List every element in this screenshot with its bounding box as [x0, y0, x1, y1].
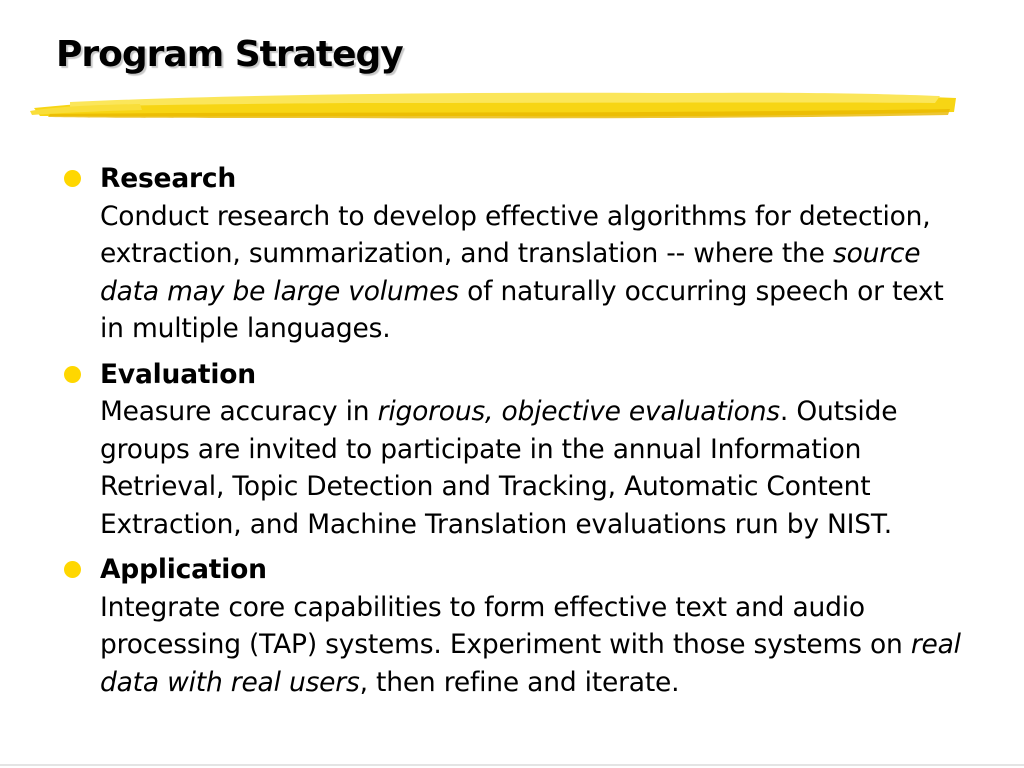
bullet-body-emphasis: real data with real users	[100, 629, 961, 698]
title-underline-brushstroke	[30, 86, 960, 124]
bullet-body-text: Conduct research to develop effective algorithms for detection, extraction, summarization, and translation -- where the	[100, 200, 931, 269]
bullet-heading: Application	[100, 554, 267, 585]
bullet-list	[60, 160, 970, 709]
bullet-body	[100, 393, 970, 543]
bullet-body-emphasis: rigorous, objective evaluations	[377, 396, 780, 427]
bullet-body-text: of naturally occurring speech or text in multiple languages.	[100, 275, 944, 344]
bullet-dot-icon	[64, 561, 81, 578]
footer-divider	[0, 764, 1024, 766]
bullet-body-text: . Outside groups are invited to participate in the annual Information Retrieval, Topic Detection and Tracking, Automatic Content Extraction, and Machine Translation evaluations run by NIST.	[100, 396, 898, 540]
bullet-body-text: , then refine and iterate.	[359, 666, 680, 698]
bullet-body	[100, 198, 970, 348]
bullet-dot-icon	[64, 170, 81, 187]
bullet-heading: Evaluation	[100, 358, 256, 390]
bullet-item-research	[60, 160, 970, 348]
bullet-body-emphasis: source data may be large volumes	[100, 238, 921, 307]
bullet-body-text: Integrate core capabilities to form effective text and audio processing (TAP) systems. Experiment with those systems on	[100, 591, 911, 660]
slide-title: Program Strategy	[56, 34, 403, 75]
bullet-item-evaluation	[60, 356, 970, 544]
bullet-dot-icon	[64, 366, 81, 383]
bullet-body-text: Measure accuracy in	[100, 396, 378, 427]
bullet-item-application	[60, 551, 970, 701]
bullet-body	[100, 589, 970, 702]
bullet-heading: Research	[100, 163, 237, 194]
